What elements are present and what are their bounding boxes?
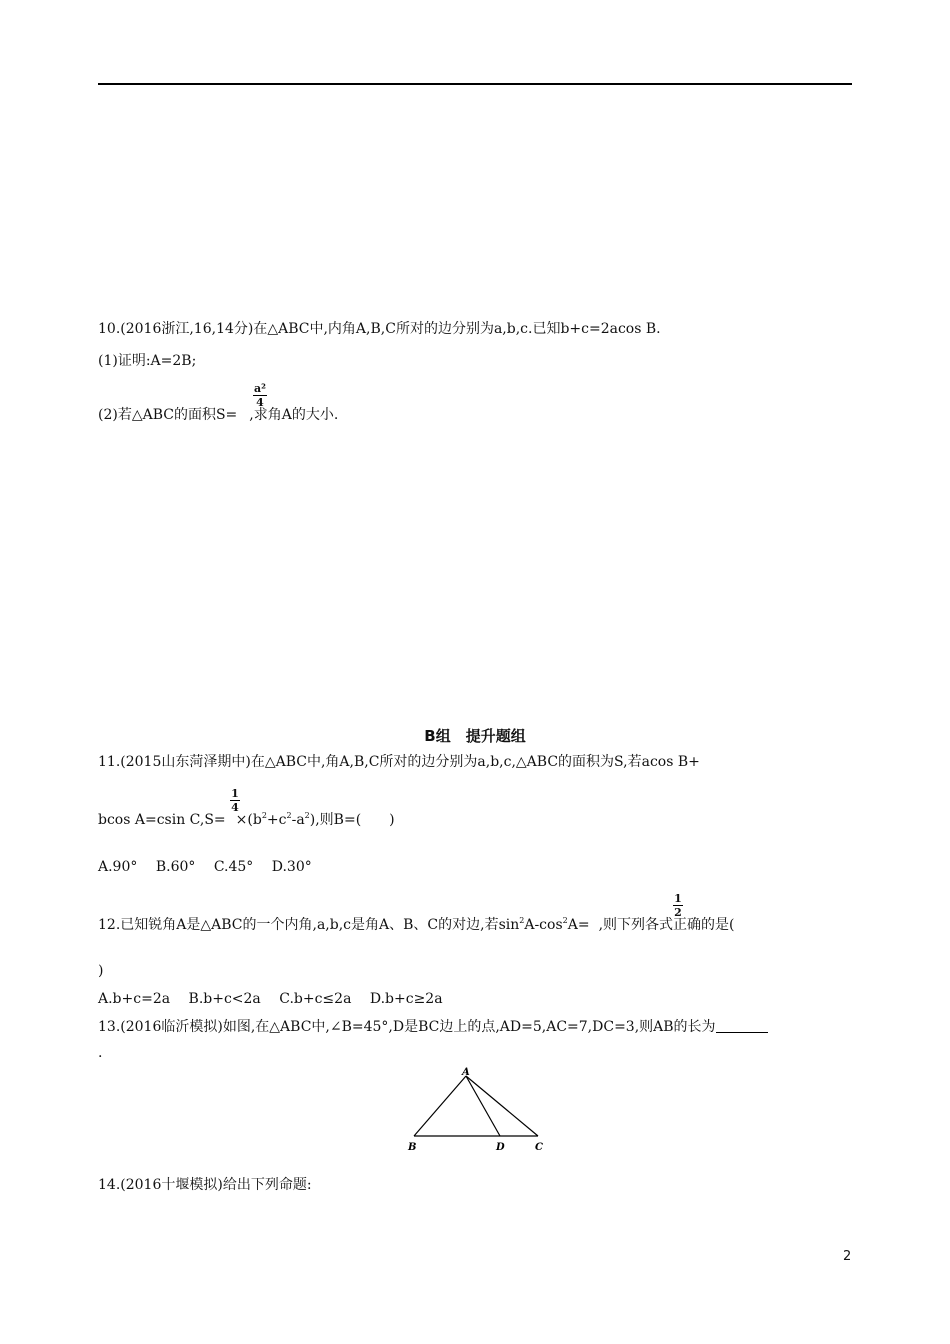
label-B: B [408, 1142, 417, 1153]
q10-fraction [253, 383, 267, 408]
q13-answer-blank [716, 1019, 768, 1033]
q11-fraction: 1 4 [231, 787, 239, 814]
q11-options: A.90° B.60° C.45° D.30° [98, 859, 312, 875]
triangle-figure [400, 1064, 550, 1154]
q13-stem: 13.(2016临沂模拟)如图,在△ABC中,∠B=45°,D是BC边上的点,AD=5,AC=7,DC=3,则AB的长为 [98, 1018, 768, 1036]
q11-line2-post: ),则B=( ) [309, 812, 395, 828]
q14-stem: 14.(2016十堰模拟)给出下列命题: [98, 1177, 312, 1193]
q10-part1: (1)证明:A=2B; [98, 353, 197, 369]
section-b-title: B组 提升题组 [424, 727, 526, 745]
q11-line2-pre: bcos A=csin C,S= [98, 812, 226, 828]
q10-part2-pre: (2)若△ABC的面积S= [98, 407, 238, 423]
header-rule [98, 83, 852, 85]
q10-frac-num: a² [254, 382, 266, 395]
q13-end: . [98, 1045, 103, 1061]
q11-line2-mid: ×(b [235, 812, 262, 828]
label-C: C [535, 1142, 543, 1153]
q11-line2: bcos A=csin $C,S= \times(b^2+c^2-a^2)$,则B=( ) [98, 811, 395, 828]
page-number: 2 [843, 1249, 852, 1264]
q11-stem: 11.(2015山东菏泽期中)在△ABC中,角A,B,C所对的边分别为a,b,c,△ABC的面积为S,若acos B+ [98, 754, 700, 770]
q10-part2 [98, 406, 338, 424]
q12-fraction: 1 2 [674, 892, 682, 919]
q12-options: A.b+c=2a B.b+c<2a C.b+c≤2a D.b+c≥2a [98, 991, 443, 1007]
q12-stem: 12.已知锐角A是△ABC的一个内角,a,b,c是角A、B、C的对边,若$\sin^2A-\cos^2A=$ ,则下列各式正确的是( [98, 916, 735, 933]
q10-stem: 10.(2016浙江,16,14分)在△ABC中,内角A,B,C所对的边分别为a,b,c.已知b+c=2acos B. [98, 321, 661, 337]
q10-frac-den: 4 [256, 396, 264, 409]
q12-close-paren: ) [98, 963, 104, 979]
q10-part2-post: ,求角A的大小. [249, 407, 339, 423]
label-D: D [496, 1142, 505, 1153]
label-A: A [462, 1067, 470, 1078]
